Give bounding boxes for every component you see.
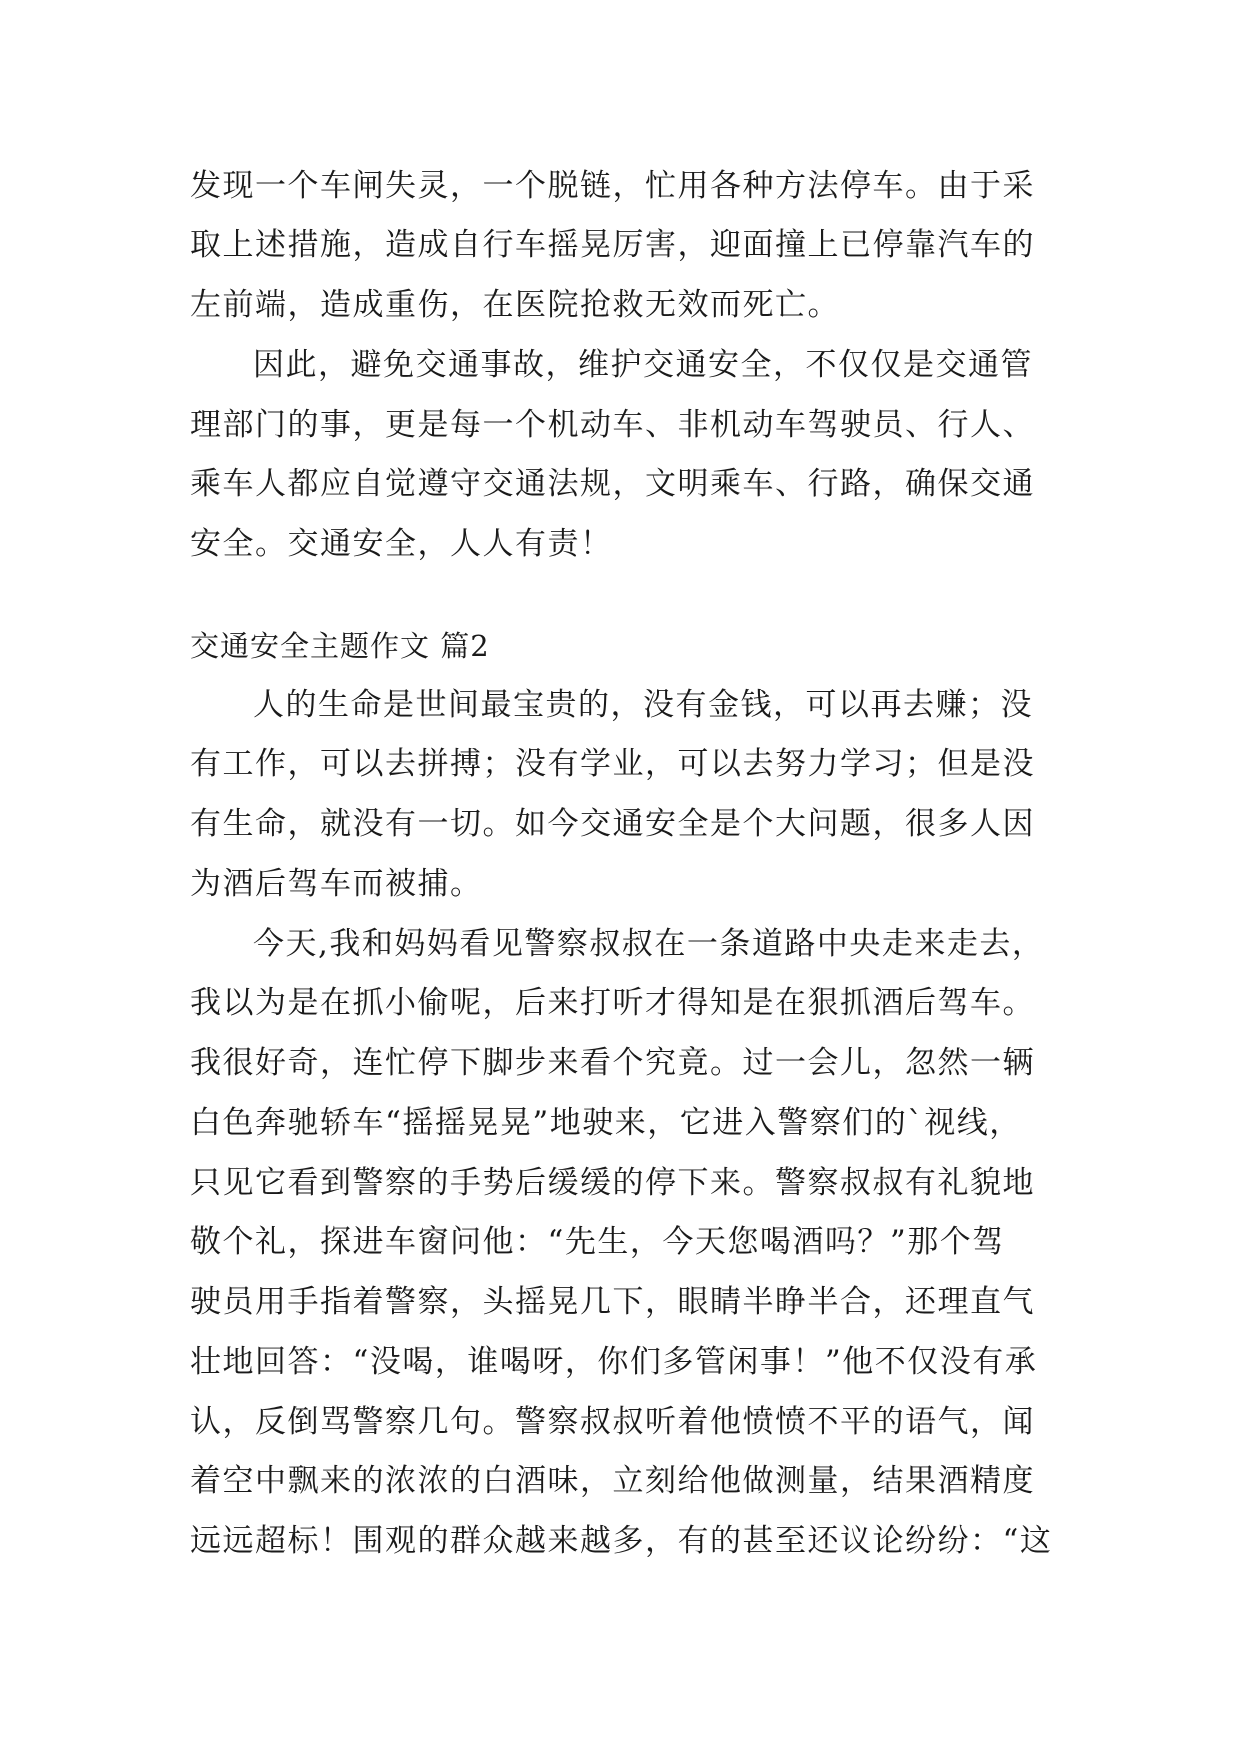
text-line: 远远超标！围观的群众越来越多，有的甚至还议论纷纷：“这	[190, 1523, 1053, 1559]
text-line: 认，反倒骂警察几句。警察叔叔听着他愤愤不平的语气，闻	[190, 1404, 1035, 1440]
text-line: 有工作，可以去拼搏；没有学业，可以去努力学习；但是没	[190, 746, 1035, 782]
text-line: 因此，避免交通事故，维护交通安全，不仅仅是交通管	[253, 347, 1033, 383]
text-line: 只见它看到警察的手势后缓缓的停下来。警察叔叔有礼貌地	[190, 1165, 1035, 1201]
text-line: 我很好奇，连忙停下脚步来看个究竟。过一会儿，忽然一辆	[190, 1045, 1035, 1081]
text-line: 左前端，造成重伤，在医院抢救无效而死亡。	[190, 287, 840, 323]
text-line: 驶员用手指着警察，头摇晃几下，眼睛半睁半合，还理直气	[190, 1284, 1035, 1320]
text-line: 着空中飘来的浓浓的白酒味，立刻给他做测量，结果酒精度	[190, 1463, 1035, 1499]
text-line: 白色奔驰轿车“摇摇晃晃”地驶来，它进入警察们的`视线，	[190, 1105, 1022, 1141]
text-line: 安全。交通安全，人人有责！	[190, 526, 613, 562]
text-line: 今天,我和妈妈看见警察叔叔在一条道路中央走来走去，	[253, 926, 1045, 962]
text-line: 敬个礼，探进车窗问他：“先生，今天您喝酒吗？”那个驾	[190, 1224, 1005, 1260]
section-heading: 交通安全主题作文 篇2	[190, 629, 490, 663]
text-line: 人的生命是世间最宝贵的，没有金钱，可以再去赚；没	[253, 687, 1033, 723]
text-line: 壮地回答：“没喝，谁喝呀，你们多管闲事！”他不仅没有承	[190, 1344, 1038, 1380]
text-line: 乘车人都应自觉遵守交通法规，文明乘车、行路，确保交通	[190, 466, 1035, 502]
text-line: 发现一个车闸失灵，一个脱链，忙用各种方法停车。由于采	[190, 168, 1035, 204]
text-line: 我以为是在抓小偷呢，后来打听才得知是在狠抓酒后驾车。	[190, 985, 1035, 1021]
text-line: 理部门的事，更是每一个机动车、非机动车驾驶员、行人、	[190, 407, 1035, 443]
text-line: 取上述措施，造成自行车摇晃厉害，迎面撞上已停靠汽车的	[190, 227, 1035, 263]
text-line: 有生命，就没有一切。如今交通安全是个大问题，很多人因	[190, 806, 1035, 842]
text-line: 为酒后驾车而被捕。	[190, 866, 483, 902]
